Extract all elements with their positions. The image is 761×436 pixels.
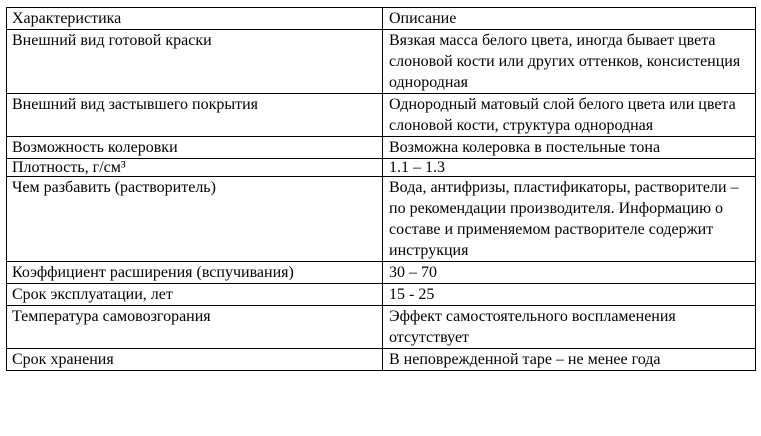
description-cell: Однородный матовый слой белого цвета или цвета слоновой кости, структура однородная bbox=[383, 94, 756, 137]
table-row bbox=[7, 284, 756, 306]
description-cell: 1.1 – 1.3 bbox=[383, 159, 756, 177]
characteristic-cell: Внешний вид застывшего покрытия bbox=[7, 94, 383, 137]
table-row bbox=[7, 177, 756, 262]
description-cell: В неповрежденной таре – не менее года bbox=[383, 349, 756, 371]
characteristic-cell: Возможность колеровки bbox=[7, 137, 383, 159]
characteristic-cell: Плотность, г/см³ bbox=[7, 159, 383, 177]
column-header-description: Описание bbox=[383, 8, 756, 30]
characteristic-cell: Чем разбавить (растворитель) bbox=[7, 177, 383, 262]
table-row bbox=[7, 262, 756, 284]
table-row bbox=[7, 306, 756, 349]
description-cell: 15 - 25 bbox=[383, 284, 756, 306]
table-row bbox=[7, 137, 756, 159]
table-row bbox=[7, 159, 756, 177]
characteristic-cell: Срок хранения bbox=[7, 349, 383, 371]
description-cell: 30 – 70 bbox=[383, 262, 756, 284]
characteristic-cell: Коэффициент расширения (вспучивания) bbox=[7, 262, 383, 284]
description-cell: Вода, антифризы, пластификаторы, растворители – по рекомендации производителя. Информацию о составе и применяемом растворителе содержит инструкция bbox=[383, 177, 756, 262]
description-cell: Возможна колеровка в постельные тона bbox=[383, 137, 756, 159]
description-cell: Вязкая масса белого цвета, иногда бывает цвета слоновой кости или других оттенков, консистенция однородная bbox=[383, 30, 756, 94]
table-row bbox=[7, 94, 756, 137]
table-header-row bbox=[7, 8, 756, 30]
characteristic-cell: Внешний вид готовой краски bbox=[7, 30, 383, 94]
description-cell: Эффект самостоятельного воспламенения отсутствует bbox=[383, 306, 756, 349]
table-row bbox=[7, 30, 756, 94]
specifications-table bbox=[6, 7, 756, 371]
characteristic-cell: Температура самовозгорания bbox=[7, 306, 383, 349]
characteristic-cell: Срок эксплуатации, лет bbox=[7, 284, 383, 306]
table-row bbox=[7, 349, 756, 371]
column-header-characteristic: Характеристика bbox=[7, 8, 383, 30]
